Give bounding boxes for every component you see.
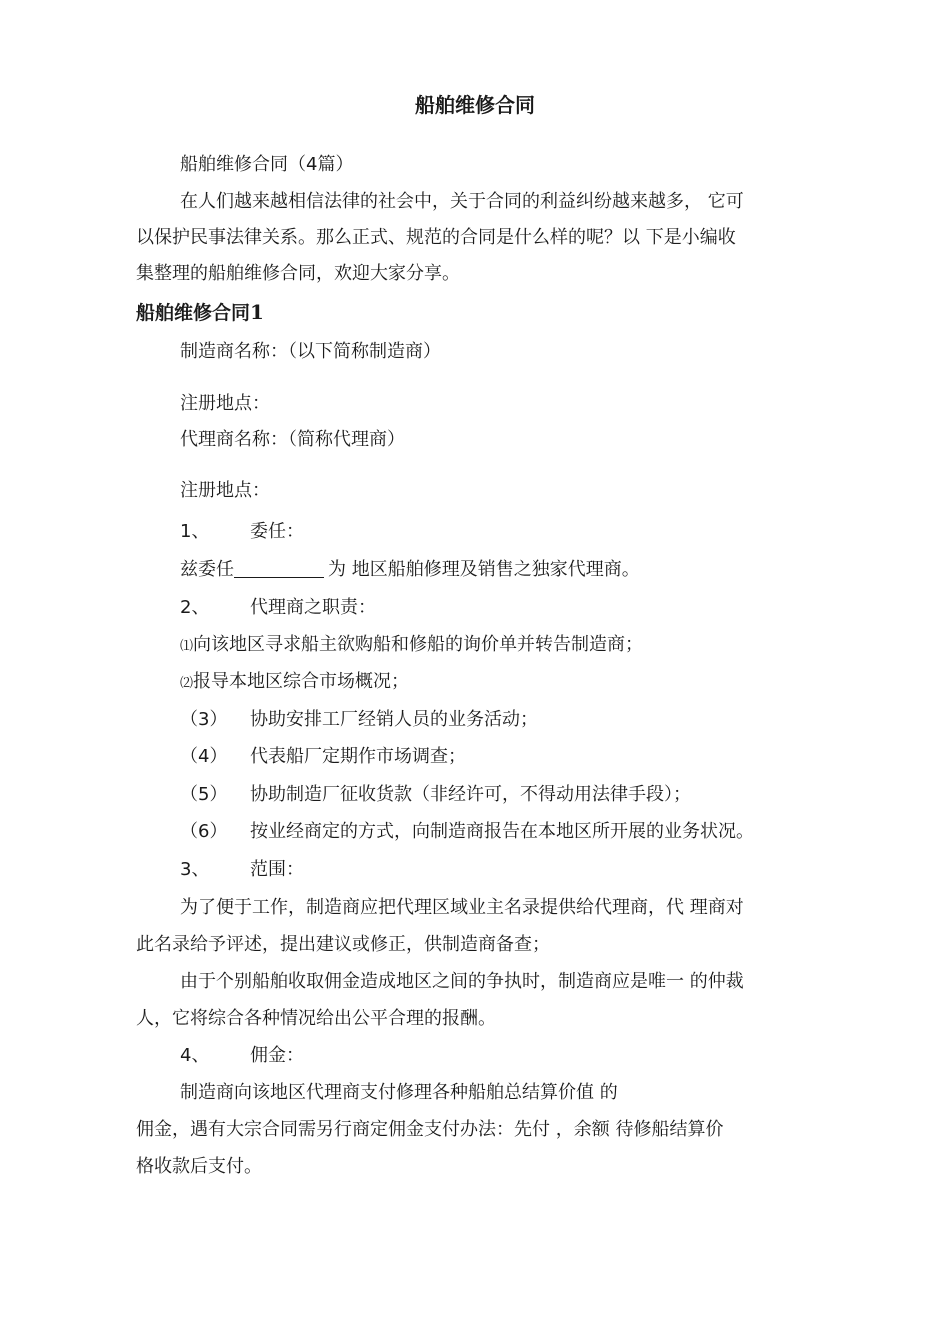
clause-3-para-1-line-2: 此名录给予评述，提出建议或修正，供制造商备查； — [136, 934, 550, 955]
duty-text: 代表船厂定期作市场调查； — [250, 746, 466, 767]
section-heading-text: 船舶维修合同 — [136, 302, 251, 324]
intro-line-2: 以保护民事法律关系。那么正式、规范的合同是什么样的呢？以 下是小编收 — [136, 227, 736, 248]
duty-text: 协助安排工厂经销人员的业务活动； — [250, 709, 538, 730]
clause-1-text-after: 为 地区船舶修理及销售之独家代理商。 — [328, 559, 640, 580]
clause-4-line-2: 佣金，遇有大宗合同需另行商定佣金支付办法：先付 ，余额 待修船结算价 — [136, 1119, 724, 1140]
intro-line-1: 在人们越来越相信法律的社会中，关于合同的利益纠纷越来越多， 它可 — [180, 191, 744, 212]
appointee-blank-line — [234, 559, 324, 578]
duty-marker: ⑵ — [180, 676, 194, 691]
section-heading — [136, 300, 264, 325]
clause-4-label: 佣金： — [250, 1045, 304, 1066]
duty-text: 报导本地区综合市场概况； — [193, 671, 410, 692]
clause-3-number: 3、 — [180, 859, 210, 880]
duty-marker: （5） — [180, 784, 228, 805]
clause-3-para-1-line-1: 为了便于工作，制造商应把代理区域业主名录提供给代理商，代 理商对 — [180, 897, 744, 918]
clause-2-label: 代理商之职责： — [250, 597, 376, 618]
clause-1-text-before: 兹委任 — [180, 559, 234, 580]
duty-marker: （3） — [180, 709, 228, 730]
registration-place-field-2: 注册地点： — [180, 480, 270, 501]
document-title: 船舶维修合同 — [415, 93, 535, 117]
clause-2-number: 2、 — [180, 597, 210, 618]
duty-marker: （4） — [180, 746, 228, 767]
duty-text: 协助制造厂征收货款（非经许可，不得动用法律手段）； — [250, 784, 691, 805]
clause-1-text — [180, 558, 640, 582]
agent-field: 代理商名称：（简称代理商） — [180, 429, 405, 450]
duty-text: 按业经商定的方式，向制造商报告在本地区所开展的业务状况。 — [250, 821, 754, 842]
duty-item — [180, 670, 409, 696]
clause-3-para-2-line-1: 由于个别船舶收取佣金造成地区之间的争执时，制造商应是唯一 的仲裁 — [180, 971, 744, 992]
section-heading-number: 1 — [250, 300, 264, 324]
duty-marker: ⑴ — [180, 639, 194, 654]
manufacturer-field: 制造商名称：（以下简称制造商） — [180, 341, 441, 362]
duty-marker: （6） — [180, 821, 228, 842]
clause-4-line-3: 格收款后支付。 — [136, 1156, 262, 1177]
clause-3-label: 范围： — [250, 859, 304, 880]
duty-text: 向该地区寻求船主欲购船和修船的询价单并转告制造商； — [193, 634, 644, 655]
clause-3-para-2-line-2: 人，它将综合各种情况给出公平合理的报酬。 — [136, 1008, 496, 1029]
duty-item — [180, 633, 643, 659]
registration-place-field-1: 注册地点： — [180, 393, 270, 414]
clause-4-number: 4、 — [180, 1045, 210, 1066]
clause-1-label: 委任： — [250, 521, 304, 542]
intro-line-3: 集整理的船舶维修合同，欢迎大家分享。 — [136, 263, 460, 284]
clause-1-number: 1、 — [180, 521, 210, 542]
clause-4-line-1: 制造商向该地区代理商支付修理各种船舶总结算价值 的 — [180, 1082, 618, 1103]
document-subtitle: 船舶维修合同（4篇） — [180, 154, 354, 175]
